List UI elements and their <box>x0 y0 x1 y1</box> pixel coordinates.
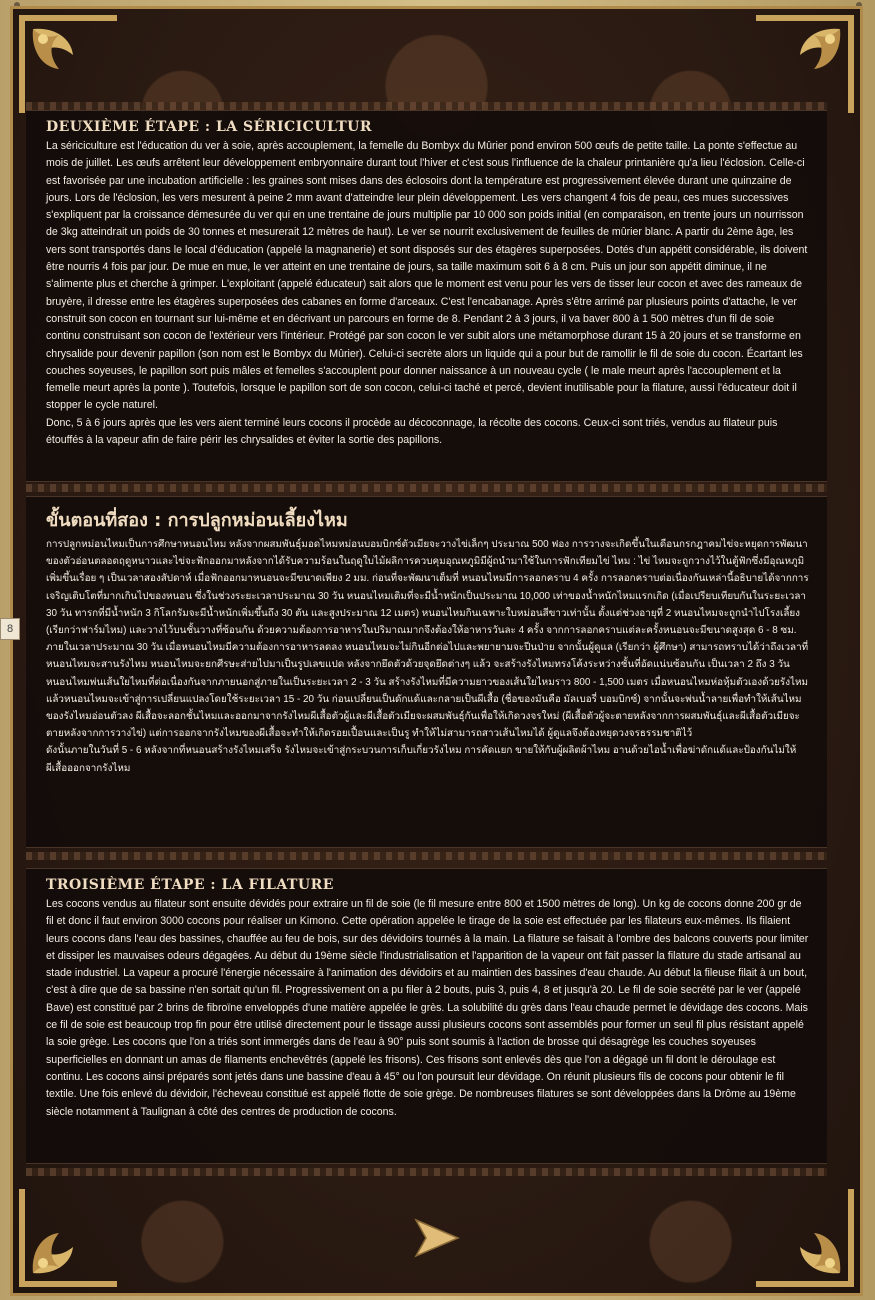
section-french-sericulture <box>26 110 827 482</box>
section-french-filature <box>26 868 827 1164</box>
decorative-stripe <box>26 1168 827 1176</box>
panel-number-label: 8 <box>0 618 20 640</box>
section-thai-sericulture <box>26 496 827 848</box>
ornament-corner-icon <box>750 1183 860 1293</box>
decorative-stripe <box>26 102 827 110</box>
decorative-stripe <box>26 484 827 492</box>
section-title: ขั้นตอนที่สอง : การปลูกหม่อนเลี้ยงไหม <box>46 510 348 531</box>
section-paragraph: การปลูกหม่อนไหมเป็นการศึกษาหนอนไหม หลังจากผสมพันธุ์มอดไหมหม่อนบอมบิกซ์ตัวเมียจะวางไข่เล็กๆ ประมาณ 500 ฟอง การวางจะเกิดขึ้นในเดือนกรกฎาคมไข่จะหยุดการพัฒนาของตัวอ่อนตลอดฤดูหนาวและไข่จะฟักออกมาหลังจากได้รับความร้อนในฤดูใบไม้ผลิการควบคุมอุณหภูมิมีผู้ถนำมาใช้ในการฟักเทียมไข่ ไหม : ไข่ ไหมจะถูกวางไว้ในตู้ฟักซึ่งมีอุณหภูมิเพิ่มขึ้นเรื่อย ๆ เป็นเวลาสองสัปดาห์ เมื่อฟักออกมาหนอนจะมีขนาดเพียง 2 มม. ก่อนที่จะพัฒนาเต็มที่ หนอนไหมมีการลอกคราบ 4 ครั้ง การลอกคราบต่อเนื่องกันเหล่านี้อธิบายได้จากการเจริญเติบโตที่มากเกินไปของหนอน ซึ่งในช่วงระยะเวลาประมาณ 30 วัน หนอนไหมเติมที่จะมีน้ำหนักเป็นประมาณ 10,000 เท่าของน้ำหนักไหมแรกเกิด (เมื่อเปรียบเทียบกันในระยะเวลา 30 วัน ทารกที่มีน้ำหนัก 3 กิโลกรัมจะมีน้ำหนักเพิ่มขึ้นถึง 30 ตัน และสูงประมาณ 12 เมตร) หนอนไหมกินเฉพาะใบหม่อนสีขาวเท่านั้น ตั้งแต่ช่วงอายุที่ 2 หนอนไหมจะถูกนำไปโรงเลี้ยง (เรียกว่าฟาร์มไหม) และวางไว้บนชั้นวางที่ซ้อนกัน ด้วยความต้องการอาหารในปริมาณมากจึงต้องให้อาหารวันละ 4 ครั้ง จากการลอกคราบแต่ละครั้งหนอนจะมีขนาดสูงสุด 6 - 8 ซม. ภายในเวลาประมาณ 30 วัน เมื่อหนอนไหมมีความต้องการอาหารลดลง หนอนไหมจะไม่กินอีกต่อไปและพยายามจะปีนป่าย จากนั้นผู้ดูแล (เรียกว่า ผู้ศึกษา) สามารถทราบได้ว่าถึงเวลาที่หนอนไหมจะสานรังไหม หนอนไหมจะยกศีรษะส่ายไปมาเป็นรูปเลขแปด หลังจากยึดตัวด้วยจุดยึดต่างๆ แล้ว จะสร้างรังไหมทรงโค้งระหว่างชั้นที่อัดแน่นซ้อนกัน เป็นเวลา 2 ถึง 3 วัน หนอนไหมพ่นเส้นใยไหมที่ต่อเนื่องกันจากภายนอกสู่ภายในเป็นระยะเวลา 2 - 3 วัน สร้างรังไหมที่มีความยาวของเส้นใยไหมราว 800 - 1,500 เมตร เมื่อหนอนไหมห่อหุ้มตัวเองด้วยรังไหมแล้วหนอนไหมจะเข้าสู่การเปลี่ยนแปลงโดยใช้ระยะเวลา 15 - 20 วัน ก่อนเปลี่ยนเป็นดักแด้และกลายเป็นผีเสื้อ (ชื่อของมันคือ มัลเบอรี่ บอมบิกซ์) จากนั้นจะพ่นน้ำลายเพื่อทำให้เส้นไหมของรังไหมอ่อนตัวลง ผีเสื้อจะลอกชั้นไหมและออกมาจากรังไหมผีเสื้อตัวผู้และผีเสื้อตัวเมียจะผสมพันธุ์กันเพื่อให้เกิดวงจรใหม่ (ผีเสื้อตัวผู้จะตายหลังจากการผสมพันธุ์และผีเสื้อตัวเมียจะตายหลังจากการวางไข่) แต่การออกจากรังไหมของผีเสื้อจะทำให้เกิดรอยเปื้อนและเป็นรู ทำให้ไม่สามารถสาวเส้นไหมได้ ผู้ดูแลจึงต้องหยุดวงจรธรรมชาติไว้ <box>46 539 809 740</box>
section-paragraph: ดังนั้นภายในวันที่ 5 - 6 หลังจากที่หนอนสร้างรังไหมเสร็จ รังไหมจะเข้าสู่กระบวนการเก็บเกี่ยวรังไหม การคัดแยก ขายให้กับผู้ผลิตผ้าไหม อานด้วยไอน้ำเพื่อฆ่าดักแด้และป้องกันไม่ให้ผีเสื้อออกจากรังไหม <box>46 745 797 774</box>
section-title: DEUXIÈME ÉTAPE : LA SÉRICICULTUR <box>46 119 372 135</box>
section-paragraph: La sériciculture est l'éducation du ver à soie, après accouplement, la femelle du Bombyx du Mûrier pond environ 500 œufs de petite taille. La ponte s'effectue au mois de juillet. Les œufs arrêtent leur développement embryonnaire durant tout l'hiver et c'est sous l'influence de la chaleur printanière qu'a lieu l'éclosion. Celle-ci est favorisée par une incubation artificielle : les graines sont mises dans des éclosoirs dont la température est progressivement élevée durant une quinzaine de jours. Lors de l'éclosion, les vers mesurent à peine 2 mm avant d'atteindre leur plein développement. Les vers changent 4 fois de peau, ces mues successives s'expliquent par la croissance démesurée du ver qui en une trentaine de jours multiplie par 10 000 son poids initial (en comparaison, en trente jours un nourrisson de 3kg atteindrait un poids de 30 tonnes et mesurerait 12 mètres de haut). Le ver se nourrit exclusivement de feuilles de mûrier blanc. A partir du 2ème âge, les vers sont transportés dans le local d'éducation (appelé la magnanerie) et sont disposés sur des étagères superposées. Dotés d'un appétit considérable, ils doivent être nourris 4 fois par jour. De mue en mue, le ver atteint en une trentaine de jours, sa taille maximum soit 6 à 8 cm. Puis un jour son appétit diminue, il ne s'alimente plus et cherche à grimper. L'exploitant (appelé éducateur) sait alors que le moment est venu pour les vers de tisser leur cocon et avec des rameaux de bruyère, il dresse entre les étagères superposées des cabanes en forme d'arceaux. C'est l'encabanage. Après s'être arrimé par plusieurs points d'attache, le ver construit son cocon en tournant sur lui-même et en décrivant un parcours en forme de 8. Pendant 2 à 3 jours, il va baver 800 à 1 500 mètres d'un fil de soie continu construisant son cocon de l'extérieur vers l'intérieur. Protégé par son cocon le ver subit alors une métamorphose durant 15 à 20 jours et se transforme en chrysalide pour devenir papillon (son nom est le Bombyx du Mûrier). Celui-ci secrète alors un liquide qui a pour but de ramollir le fil de soie du cocon. Écartant les couches soyeuses, le papillon sort puis mâles et femelles s'accouplent pour donner naissance à un nouveau cycle ( le male meurt après l'accouplement et la femelle meurt après la ponte ). Toutefois, lorsque le papillon sort de son cocon, celui-ci taché et percé, devient inutilisable pour la filature, aussi l'éducateur doit il stopper le cycle naturel. <box>46 140 808 412</box>
section-paragraph: Donc, 5 à 6 jours après que les vers aient terminé leurs cocons il procède au décoconnage, la récolte des cocons. Ceux-ci sont triés, vendus au filateur puis étouffés à la vapeur afin de faire périr les chrysalides et éviter la sortie des papillons. <box>46 416 778 447</box>
ornament-corner-icon <box>13 1183 123 1293</box>
next-arrow-icon[interactable] <box>414 1218 460 1258</box>
section-title: TROISIÈME ÉTAPE : LA FILATURE <box>46 877 334 893</box>
decorative-stripe <box>26 852 827 860</box>
section-paragraph: Les cocons vendus au filateur sont ensuite dévidés pour extraire un fil de soie (le fil mesure entre 800 et 1500 mètres de long). Un kg de cocons donne 200 gr de fil et donc il faut environ 3000 cocons pour réaliser un Kimono. Cette opération appelée le tirage de la soie est effectuée par les filateurs eux-mêmes. Ils filaient leurs cocons dans l'eau des bassines, chauffée au feu de bois, sur des dévidoirs tournés à la main. La filature se faisait à l'ombre des balcons couverts pour limiter et dissiper les mauvaises odeurs dégagées. Au début du 19ème siècle l'industrialisation et l'apparition de la vapeur ont fait passer la filature du stade artisanal au stade industriel. La vapeur a procuré l'énergie nécessaire à l'animation des dévidoirs et au maintien des bassines d'eau chaude. Au début la fileuse filait à un bout, c'est à dire que de sa bassine n'en sortait qu'un fil. Progressivement on a pu filer à 2 bouts, puis 3, puis 4, 8 et jusqu'à 20. Le fil de soie secrété par le ver (appelé Bave) est constitué par 2 brins de fibroïne enveloppés d'une matière appelée le grès. La solubilité du grès dans l'eau chaude permet le dévidage des cocons. Mais ce fil de soie est beaucoup trop fin pour être utilisé directement pour le tissage aussi plusieurs cocons sont assemblés pour former un seul fil plus résistant appelé la soie grège. Les cocons que l'on a triés sont immergés dans de l'eau à 90° puis sont soumis à l'action de brosse qui désagrège les couches soyeuses superficielles en donnant un amas de filaments enchevêtrés (appelé les frisons). Ces frisons sont enlevés dès que l'on a dégagé un fil dont le déroulage est continu. Les cocons ainsi préparés sont jetés dans une bassine d'eau à 45° ou l'on poursuit leur dévidage. On réunit plusieurs fils de cocons pour obtenir le fil textile. Une fois enlevé du dévidoir, l'écheveau constitué est appelé flotte de soie grège. De nombreuses filatures se sont développées dans la Drôme au 19ème siècle notamment à Taulignan à côté des centres de production de cocons. <box>46 898 809 1118</box>
